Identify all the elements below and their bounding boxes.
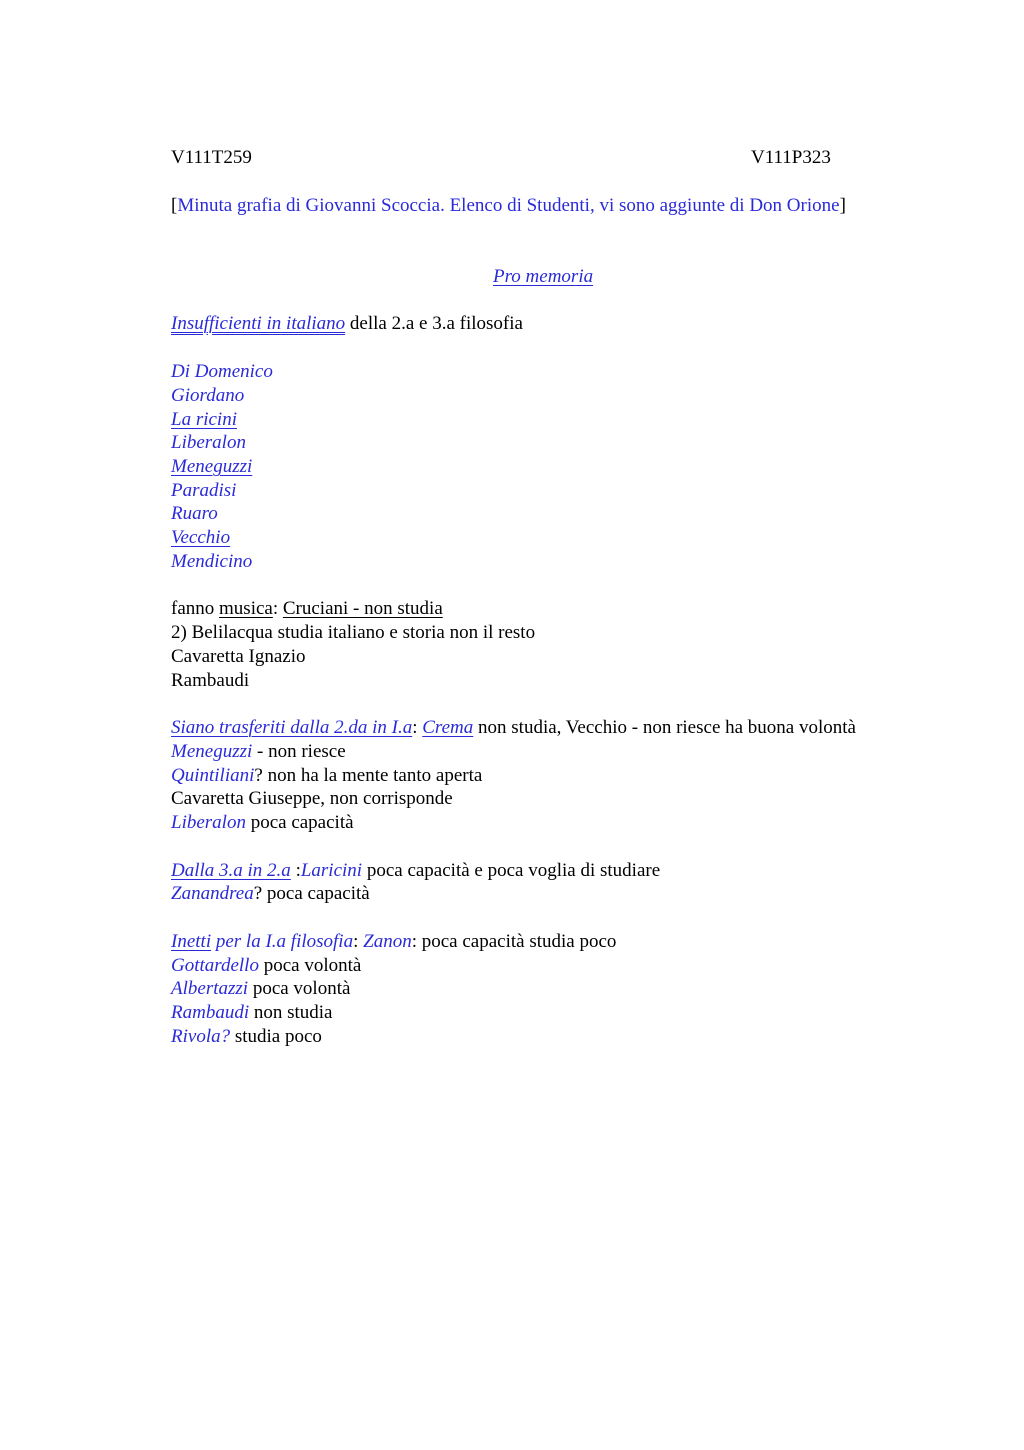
student-name: Rambaudi <box>171 1002 250 1023</box>
note-text: Minuta grafia di Giovanni Scoccia. Elenco di Studenti, vi sono aggiunte di Don Orione <box>177 195 840 216</box>
list-item: La ricini <box>171 409 237 430</box>
header-right-code: V111P323 <box>751 147 831 168</box>
inetti-line-4 <box>171 1001 333 1025</box>
student-comment: : poca capacità studia poco <box>411 931 617 952</box>
dalla-heading: Dalla 3.a in 2.a <box>171 860 291 881</box>
student-comment: - non riesce <box>252 741 346 762</box>
student-name: Meneguzzi <box>171 741 253 762</box>
inetti-heading-underlined: Inetti <box>171 931 212 952</box>
musica-line-3: Cavaretta Ignazio <box>171 646 306 667</box>
student-name: Rivola? <box>171 1026 231 1047</box>
insufficienti-heading: Insufficienti in italiano <box>171 313 346 334</box>
student-comment: ? poca capacità <box>253 883 370 904</box>
inetti-line-3 <box>171 977 350 1001</box>
trasferiti-line-2 <box>171 740 346 764</box>
student-comment: studia poco <box>230 1026 322 1047</box>
list-item: Paradisi <box>171 480 237 501</box>
trasferiti-heading-line <box>171 716 856 740</box>
musica-line-2: 2) Belilacqua studia italiano e storia non il resto <box>171 622 536 643</box>
musica-word: musica <box>219 598 273 619</box>
inetti-heading-rest: per la I.a filosofia <box>211 931 354 952</box>
list-item: Di Domenico <box>171 361 273 382</box>
list-item: Ruaro <box>171 503 218 524</box>
musica-line <box>171 597 443 621</box>
student-name: Quintiliani <box>171 765 255 786</box>
student-comment: poca capacità e poca voglia di studiare <box>362 860 661 881</box>
student-name: Laricini <box>300 860 363 881</box>
student-comment: ? non ha la mente tanto aperta <box>254 765 483 786</box>
musica-colon: : <box>272 598 283 619</box>
student-name: Zanon <box>363 931 412 952</box>
inetti-colon: : <box>353 931 364 952</box>
trasferiti-colon: : <box>412 717 423 738</box>
insufficienti-rest: della 2.a e 3.a filosofia <box>345 313 523 334</box>
note-open-bracket: [ <box>171 195 178 216</box>
student-name: Zanandrea <box>171 883 254 904</box>
student-comment: non studia <box>249 1002 333 1023</box>
trasferiti-first-name: Crema <box>422 717 474 738</box>
student-comment: poca capacità <box>245 812 354 833</box>
trasferiti-heading: Siano trasferiti dalla 2.da in I.a <box>171 717 413 738</box>
list-item: Meneguzzi <box>171 456 253 477</box>
list-item: Giordano <box>171 385 245 406</box>
dalla-colon: : <box>290 860 301 881</box>
dalla-heading-line <box>171 859 660 883</box>
list-item: Liberalon <box>171 432 246 453</box>
trasferiti-line-3 <box>171 764 482 788</box>
student-comment: poca volontà <box>258 955 362 976</box>
page-title: Pro memoria <box>493 266 594 287</box>
list-item: Mendicino <box>171 551 253 572</box>
trasferiti-line-4: Cavaretta Giuseppe, non corrisponde <box>171 788 453 809</box>
insufficienti-heading-line <box>171 312 523 336</box>
list-item: Vecchio <box>171 527 231 548</box>
student-name: Albertazzi <box>171 978 249 999</box>
student-name: Liberalon <box>171 812 246 833</box>
student-name: Gottardello <box>171 955 259 976</box>
inetti-line-2 <box>171 954 361 978</box>
editorial-note <box>171 194 846 218</box>
musica-line-4: Rambaudi <box>171 670 250 691</box>
dalla-line-2 <box>171 882 370 906</box>
trasferiti-line-5 <box>171 811 354 835</box>
inetti-heading-line <box>171 930 616 954</box>
musica-name: Cruciani - non studia <box>282 598 443 619</box>
student-comment: poca volontà <box>248 978 351 999</box>
header-left-code: V111T259 <box>171 147 252 168</box>
trasferiti-first-rest: non studia, Vecchio - non riesce ha buona volontà <box>473 717 856 738</box>
note-close-bracket: ] <box>839 195 846 216</box>
musica-lead: fanno <box>171 598 220 619</box>
inetti-line-5 <box>171 1025 322 1049</box>
